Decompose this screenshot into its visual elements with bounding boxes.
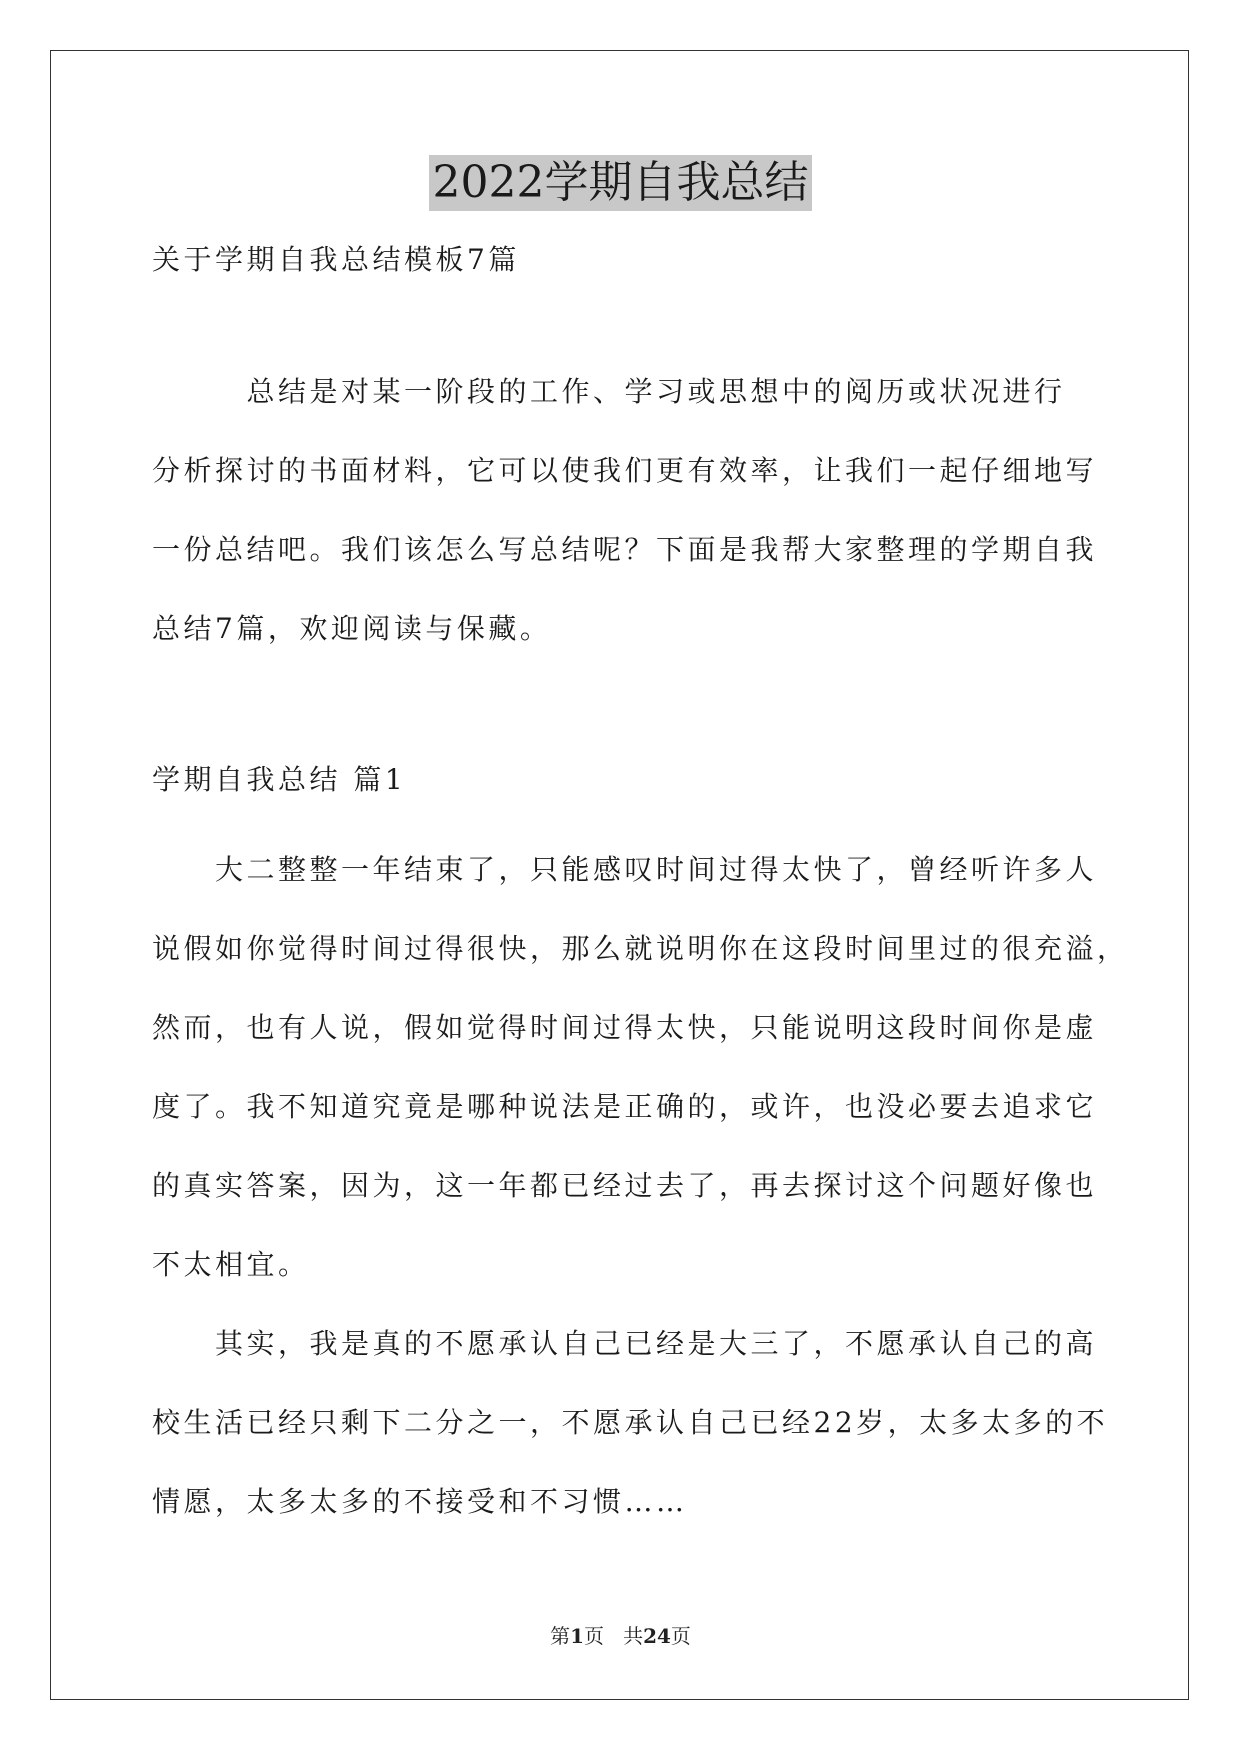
paragraph-line: 然而，也有人说，假如觉得时间过得太快，只能说明这段时间你是虚 [152, 1011, 1098, 1044]
title-container [0, 155, 1241, 211]
footer-total-prefix: 共 [623, 1624, 644, 1648]
footer-total-suffix: 页 [670, 1624, 691, 1648]
paragraph-line: 情愿，太多太多的不接受和不习惯…… [152, 1485, 688, 1518]
paragraph-line: 总结是对某一阶段的工作、学习或思想中的阅历或状况进行 [152, 375, 1066, 408]
body-paragraph-2 [152, 1304, 1109, 1541]
footer-page-number: 1 [570, 1624, 584, 1648]
section-heading: 学期自我总结 篇1 [152, 763, 407, 796]
paragraph-line: 大二整整一年结束了，只能感叹时间过得太快了，曾经听许多人 [152, 853, 1098, 886]
paragraph-line: 校生活已经只剩下二分之一，不愿承认自己已经22岁，太多太多的不 [152, 1406, 1109, 1439]
paragraph-line: 不太相宜。 [152, 1248, 310, 1281]
paragraph-line: 说假如你觉得时间过得很快，那么就说明你在这段时间里过的很充溢， [152, 932, 1129, 965]
paragraph-line: 其实，我是真的不愿承认自己已经是大三了，不愿承认自己的高 [152, 1327, 1098, 1360]
footer-total-pages: 24 [643, 1624, 671, 1648]
paragraph-line: 总结7篇，欢迎阅读与保藏。 [152, 612, 552, 645]
paragraph-line: 分析探讨的书面材料，它可以使我们更有效率，让我们一起仔细地写 [152, 454, 1098, 487]
page-footer [0, 1622, 1241, 1650]
footer-prefix: 第 [550, 1624, 571, 1648]
paragraph-line: 的真实答案，因为，这一年都已经过去了，再去探讨这个问题好像也 [152, 1169, 1098, 1202]
paragraph-line: 一份总结吧。我们该怎么写总结呢？下面是我帮大家整理的学期自我 [152, 533, 1098, 566]
document-title: 2022学期自我总结 [429, 155, 813, 211]
footer-page-suffix: 页 [584, 1624, 604, 1648]
document-subtitle: 关于学期自我总结模板7篇 [152, 243, 520, 276]
body-paragraph-1 [152, 830, 1129, 1304]
paragraph-line: 度了。我不知道究竟是哪种说法是正确的，或许，也没必要去追求它 [152, 1090, 1098, 1123]
intro-paragraph [152, 352, 1097, 668]
